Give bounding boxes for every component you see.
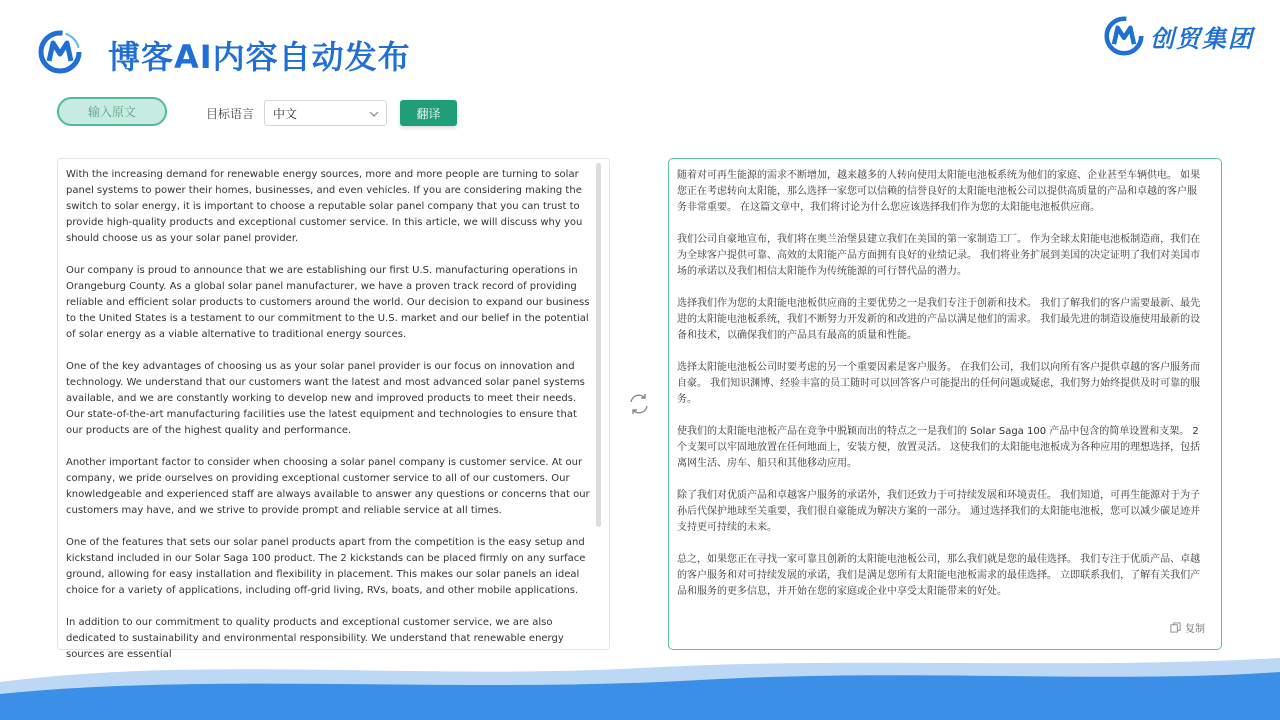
language-select-value: 中文	[273, 106, 298, 121]
target-language-label: 目标语言	[206, 107, 255, 121]
copy-icon	[1170, 622, 1181, 633]
translation-paragraph: 使我们的太阳能电池板产品在竞争中脱颖而出的特点之一是我们的 Solar Saga 100 产品中包含的简单设置和支架。 2 个支架可以牢固地放置在任何地面上，安装方便，放置灵活。 这使我们的太阳能电池板成为各种应用的理想选择，包括离网生活、房车、船只和其他移动应用。	[677, 426, 1201, 469]
copy-label: 复制	[1185, 624, 1205, 635]
scrollbar[interactable]	[596, 163, 601, 527]
source-text[interactable]	[66, 167, 591, 679]
translation-paragraph: 除了我们对优质产品和卓越客户服务的承诺外，我们还致力于可持续发展和环境责任。 我们知道，可再生能源对于为子孙后代保护地球至关重要，我们很自豪能成为解决方案的一部分。 通过选择我们的太阳能电池板，您可以减少碳足迹并支持更可持续的未来。	[677, 490, 1201, 533]
source-text-panel[interactable]	[57, 158, 610, 660]
copy-button[interactable]	[1170, 620, 1205, 635]
chevron-down-icon	[369, 109, 379, 119]
translate-button[interactable]: 翻译	[400, 100, 457, 126]
brand-name: 创贸集团	[1150, 24, 1254, 53]
translation-paragraph: 我们公司自豪地宣布，我们将在奥兰治堡县建立我们在美国的第一家制造工厂。 作为全球太阳能电池板制造商，我们在为全球客户提供可靠、高效的太阳能产品方面拥有良好的业绩记录。 我们将业务扩展到美国的决定证明了我们对美国市场的承诺以及我们相信太阳能作为传统能源的可行替代品的潜力。	[677, 234, 1201, 277]
language-select[interactable]	[264, 100, 387, 126]
brand	[1104, 16, 1254, 56]
page-title: 博客AI内容自动发布	[108, 38, 411, 76]
translation-paragraph: 选择我们作为您的太阳能电池板供应商的主要优势之一是我们专注于创新和技术。 我们了解我们的客户需要最新、最先进的太阳能电池板系统，我们不断努力开发新的和改进的产品以满足他们的需求。 我们最先进的制造设施使用最新的设备和技术，以确保我们的产品具有最高的质量和性能。	[677, 298, 1201, 341]
translation-paragraph: 总之，如果您正在寻找一家可靠且创新的太阳能电池板公司，那么我们就是您的最佳选择。 我们专注于优质产品、卓越的客户服务和对可持续发展的承诺，我们是满足您所有太阳能电池板需求的最佳选择。 立即联系我们，了解有关我们产品和服务的更多信息，并开始在您的家庭或企业中享受太阳能带来的好处。	[677, 554, 1201, 597]
translation-paragraph: 选择太阳能电池板公司时要考虑的另一个重要因素是客户服务。 在我们公司，我们以向所有客户提供卓越的客户服务而自豪。 我们知识渊博、经验丰富的员工随时可以回答客户可能提出的任何问题或疑虑，我们努力始终提供及时可靠的服务。	[677, 362, 1201, 405]
source-paragraph: Another important factor to consider when choosing a solar panel company is customer service. At our company, we pride ourselves on providing exceptional customer service to all of our customers. Our knowledgeable and experienced staff are always available to answer any questions or concerns that our customers may have, and we strive to provide prompt and reliable service at all times.	[66, 457, 590, 516]
source-paragraph: With the increasing demand for renewable energy sources, more and more people are turning to solar panel systems to power their homes, businesses, and even vehicles. If you are considering making the switch to solar energy, it is important to choose a reputable solar panel company that you can trust to provide high-quality products and exceptional customer service. In this article, we will discuss why you should choose us as your solar panel provider.	[66, 169, 583, 244]
source-paragraph: One of the key advantages of choosing us as your solar panel provider is our focus on innovation and technology. We understand that our customers want the latest and most advanced solar panel systems available, and we are constantly working to develop new and improved products to meet their needs. Our state-of-the-art manufacturing facilities use the latest equipment and technologies to ensure that our products are of the highest quality and performance.	[66, 361, 585, 436]
translation-output-panel	[668, 158, 1222, 650]
swap-icon[interactable]	[627, 392, 651, 416]
company-logo-icon	[1104, 16, 1144, 56]
source-paragraph: Our company is proud to announce that we are establishing our first U.S. manufacturing operations in Orangeburg County. As a global solar panel manufacturer, we have a proven track record of providing reliable and efficient solar products to customers around the world. Our decision to expand our business to the United States is a testament to our commitment to the U.S. market and our belief in the potential of solar energy as a viable alternative to traditional energy sources.	[66, 265, 590, 340]
translation-paragraph: 随着对可再生能源的需求不断增加，越来越多的人转向使用太阳能电池板系统为他们的家庭、企业甚至车辆供电。 如果您正在考虑转向太阳能，那么选择一家您可以信赖的信誉良好的太阳能电池板公司以提供高质量的产品和卓越的客户服务非常重要。 在这篇文章中，我们将讨论为什么您应该选择我们作为您的太阳能电池板供应商。	[677, 170, 1201, 213]
source-paragraph: One of the features that sets our solar panel products apart from the competition is the easy setup and kickstand included in our Solar Saga 100 product. The 2 kickstands can be placed firmly on any surface ground, allowing for easy installation and flexibility in placement. This makes our solar panels an ideal choice for a variety of applications, including off-grid living, RVs, boats, and other mobile applications.	[66, 537, 586, 596]
source-paragraph: In addition to our commitment to quality products and exceptional customer service, we are also dedicated to sustainability and environmental responsibility. We understand that renewable energy sources are essential	[66, 617, 564, 660]
company-logo-icon	[38, 30, 82, 74]
translation-text	[677, 168, 1205, 616]
input-source-button[interactable]: 输入原文	[57, 97, 167, 126]
bottom-wave-decoration	[0, 650, 1280, 720]
